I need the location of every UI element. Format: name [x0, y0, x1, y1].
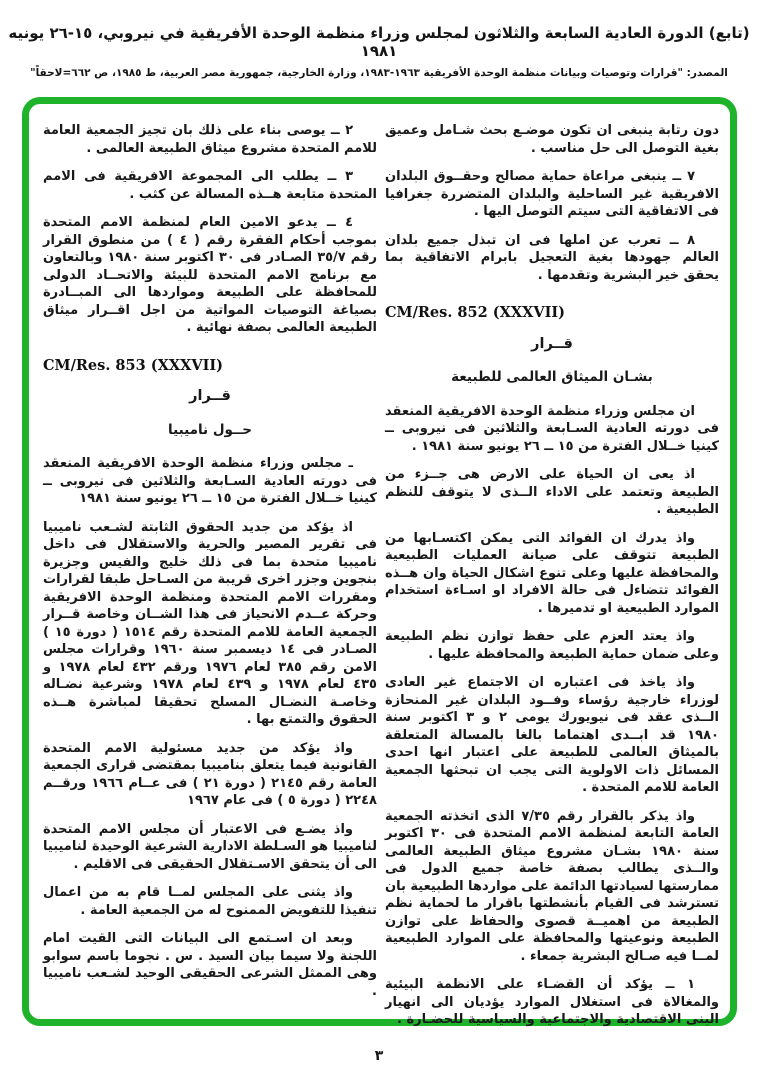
operative-item-3: ٣ ــ يطلب الى المجموعة الافريقية فى الامم المتحدة متابعة هــذه المسالة عن كثب . — [43, 169, 377, 202]
resolution-ref-853: CM/Res. 853 (XXXVII) — [43, 356, 224, 374]
paragraph: واذ يدرك ان الفوائد التى يمكن اكتسـابها من الطبيعة تتوقف على صيانة العمليات الطبيعية والمحافظة عليها وعلى تنوع اشكال الحياة وان هــذه الفوائد تتضاءل فى حالة الافراد او اسـاءة استخدام الموارد الطبيعية او تدميرها . — [385, 530, 719, 616]
operative-item-8: ٨ ــ تعرب عن املها فى ان تبذل جميع بلدان العالم جهودها بغية التعجيل بابرام الاتفاقية بما يحقق خير البشرية وتقدمها . — [385, 232, 719, 283]
source-citation: المصدر: "قرارات وتوصيات وبيانات منظمة الوحدة الأفريقية ١٩٦٣-١٩٨٣، وزارة الخارجية، جمهورية مصر العربية، ط ١٩٨٥، ص ٦٦٢=لاحقاً" — [30, 67, 728, 79]
paragraph: واذ يؤكد من جديد مسئولية الامم المتحدة القانونية فيما يتعلق بناميبيا بمقتضى قرارى الجمعية العامة رقم ٢١٤٥ ( دورة ٢١ ) فى عــام ١٩٦٦ ورقــم ٢٢٤٨ ( دورة ٥ ) فى عام ١٩٦٧ — [43, 740, 377, 808]
resolution-subtitle-852: بشـان الميثاق العالمى للطبيعة — [451, 369, 653, 385]
session-title: (تابع) الدورة العادية السابعة والثلاثون لمجلس وزراء منظمة الوحدة الأفريقية في نيروبي، ١٥-٢٦ يونيه ١٩٨١ — [8, 24, 750, 60]
column-right — [385, 122, 719, 1040]
paragraph: اذ يؤكد من جديد الحقوق الثابتة لشـعب ناميبيا فى تقرير المصير والحرية والاستقلال فى داخل ناميبيا متحدة بما فى ذلك خليج والفيس وجزيرة بنجوين وجزر اخرى قريبة من السـاحل طبقا لقرارات ومقررات الامم المتحدة ومنظمة الوحدة الافريقية وحركة عــدم الانحياز فى هذا الشــان وخاصة قــرار الجمعية العامة للامم المتحدة رقم ١٥١٤ ( دورة ١٥ ) الصـادر فى ١٤ ديسمبر سنة ١٩٦٠ وقرارات مجلس الامن رقم ٣٨٥ لعام ١٩٧٦ ورقم ٤٣٢ لعام ١٩٧٨ و ٤٣٥ لعام ١٩٧٨ و ٤٣٩ لعام ١٩٧٨ وشرعية نضـاله وخاصـة النضـال المسلح تحقيقا لمباشرة هــذه الحقوق والتمتع بها . — [43, 519, 378, 727]
resolution-subtitle-853: حــول ناميبيا — [168, 421, 252, 438]
paragraph: واذ يعتد العزم على حفظ توازن نظم الطبيعة وعلى ضمان حماية الطبيعة والمحافظة عليها . — [385, 629, 719, 662]
resolution-title-852: قــرار — [531, 335, 573, 352]
paragraph: وبعد ان اسـتمع الى البيانات التى القيت امام اللجنة ولا سيما بيان السيد . س . نجوما باسم سوابو وهى الممثل الشرعى الحقيقى الوحيد لشـعب ناميبيا . — [43, 931, 377, 999]
paragraph-continuation: دون رتابة ينبغى ان تكون موضـع بحث شـامل وعميق بغية التوصل الى حل مناسب . — [385, 123, 719, 156]
page-number: ٣ — [374, 1048, 384, 1064]
column-left — [43, 122, 377, 1011]
operative-item-7: ٧ ــ ينبغى مراعاة حماية مصالح وحقــوق البلدان الافريقية غير الساحلية والبلدان المتضررة جغرافيا فى الاتفاقية التى سيتم التوصل اليها . — [385, 169, 719, 219]
paragraph: واذ ياخذ فى اعتباره ان الاجتماع غير العادى لوزراء خارجية رؤساء وفــود البلدان غير المنحازة الــذى عقد فى نيويورك يومى ٢ و ٣ اكتوبر سنة ١٩٨٠ قد ابــدى اهتماما بالغا بالمسالة المتعلقة بالميثاق العالمى للطبيعة على اعتبار انها احدى المسائل ذات الاولوية التى يجب ان تبحثها الجمعية العامة للامم المتحدة . — [385, 675, 719, 795]
paragraph: واذ يضـع فى الاعتبار أن مجلس الامم المتحدة لناميبيا هو السـلطة الادارية الشرعية الوحيدة لناميبيا الى أن يتحقق الاسـتقلال الحقيقى فى الاقليم . — [43, 821, 377, 872]
paragraph: واذ يذكر بالقرار رقم ٧/٣٥ الذى اتخذته الجمعية العامة التابعة لمنظمة الامم المتحدة فى ٣٠ اكتوبر سنة ١٩٨٠ بشـان مشروع ميثاق الطبيعة العالمى والــذى يطالب بصفة خاصة جميع الدول فى ممارستها لسيادتها الدائمة على مواردها الطبيعية بان تسترشد فى القيام بأنشطتها باقرار ما لحماية نظم الطبيعة من اهميــة قصوى والحفاظ على توازن الطبيعة ونوعيتها والمحافظة على الموارد الطبيعية لمــا فيه صـالح البشرية جمعاء . — [385, 808, 719, 964]
operative-item-2: ٢ ــ يوصى بناء على ذلك بان تجيز الجمعية العامة للامم المتحدة مشروع ميثاق الطبيعة العالمى . — [43, 123, 377, 156]
resolution-ref-852: CM/Res. 852 (XXXVII) — [385, 304, 566, 321]
annotation-highlight-box — [22, 97, 737, 1026]
paragraph: واذ يثنى على المجلس لمــا قام به من اعمال تنفيذا للتفويض الممنوح له من الجمعية العامة . — [43, 885, 377, 918]
operative-item-4: ٤ ــ يدعو الامين العام لمنظمة الامم المتحدة بموجب أحكام الفقرة رقم ( ٤ ) من منطوق القرار رقم ٣٥/٧ الصـادر فى ٣٠ اكتوبر سنة ١٩٨٠ وبالتعاون مع برنامج الامم المتحدة للبيئة والاتحــاد الدولى للمحافظة على الطبيعة ومواردها الى المبــادرة بصياغة التوصيات المواتية من اجل اقــرار ميثاق الطبيعة العالمى بصفة نهائية . — [43, 215, 377, 335]
paragraph: ان مجلس وزراء منظمة الوحدة الافريقية المنعقد فى دورته العادية السـابعة والثلاثين فى نيروبى ــ كينيا خــلال الفترة من ١٥ ــ ٢٦ يونيو سنة ١٩٨١ . — [385, 403, 719, 454]
paragraph: ـ مجلس وزراء منظمة الوحدة الافريقية المنعقد فى دورته العادية السـابعة والثلاثين فى نيروبى ــ كينيا خــلال الفترة من ١٥ ــ ٢٦ يونيو سنة ١٩٨١ — [43, 456, 377, 506]
page-header — [0, 24, 758, 79]
resolution-title-853: قــرار — [189, 388, 231, 404]
paragraph: اذ يعى ان الحياة على الارض هى جــزء من الطبيعة وتعتمد على الاداء الــذى لا يتوقف للنظم الطبيعية . — [385, 467, 719, 517]
operative-item-1: ١ ــ يؤكد أن القضـاء على الانظمة البيئية والمغالاة فى استغلال الموارد يؤديان الى انهيار البنى الاقتصادية والاجتماعية والسياسية للحضـارة . — [385, 977, 719, 1027]
